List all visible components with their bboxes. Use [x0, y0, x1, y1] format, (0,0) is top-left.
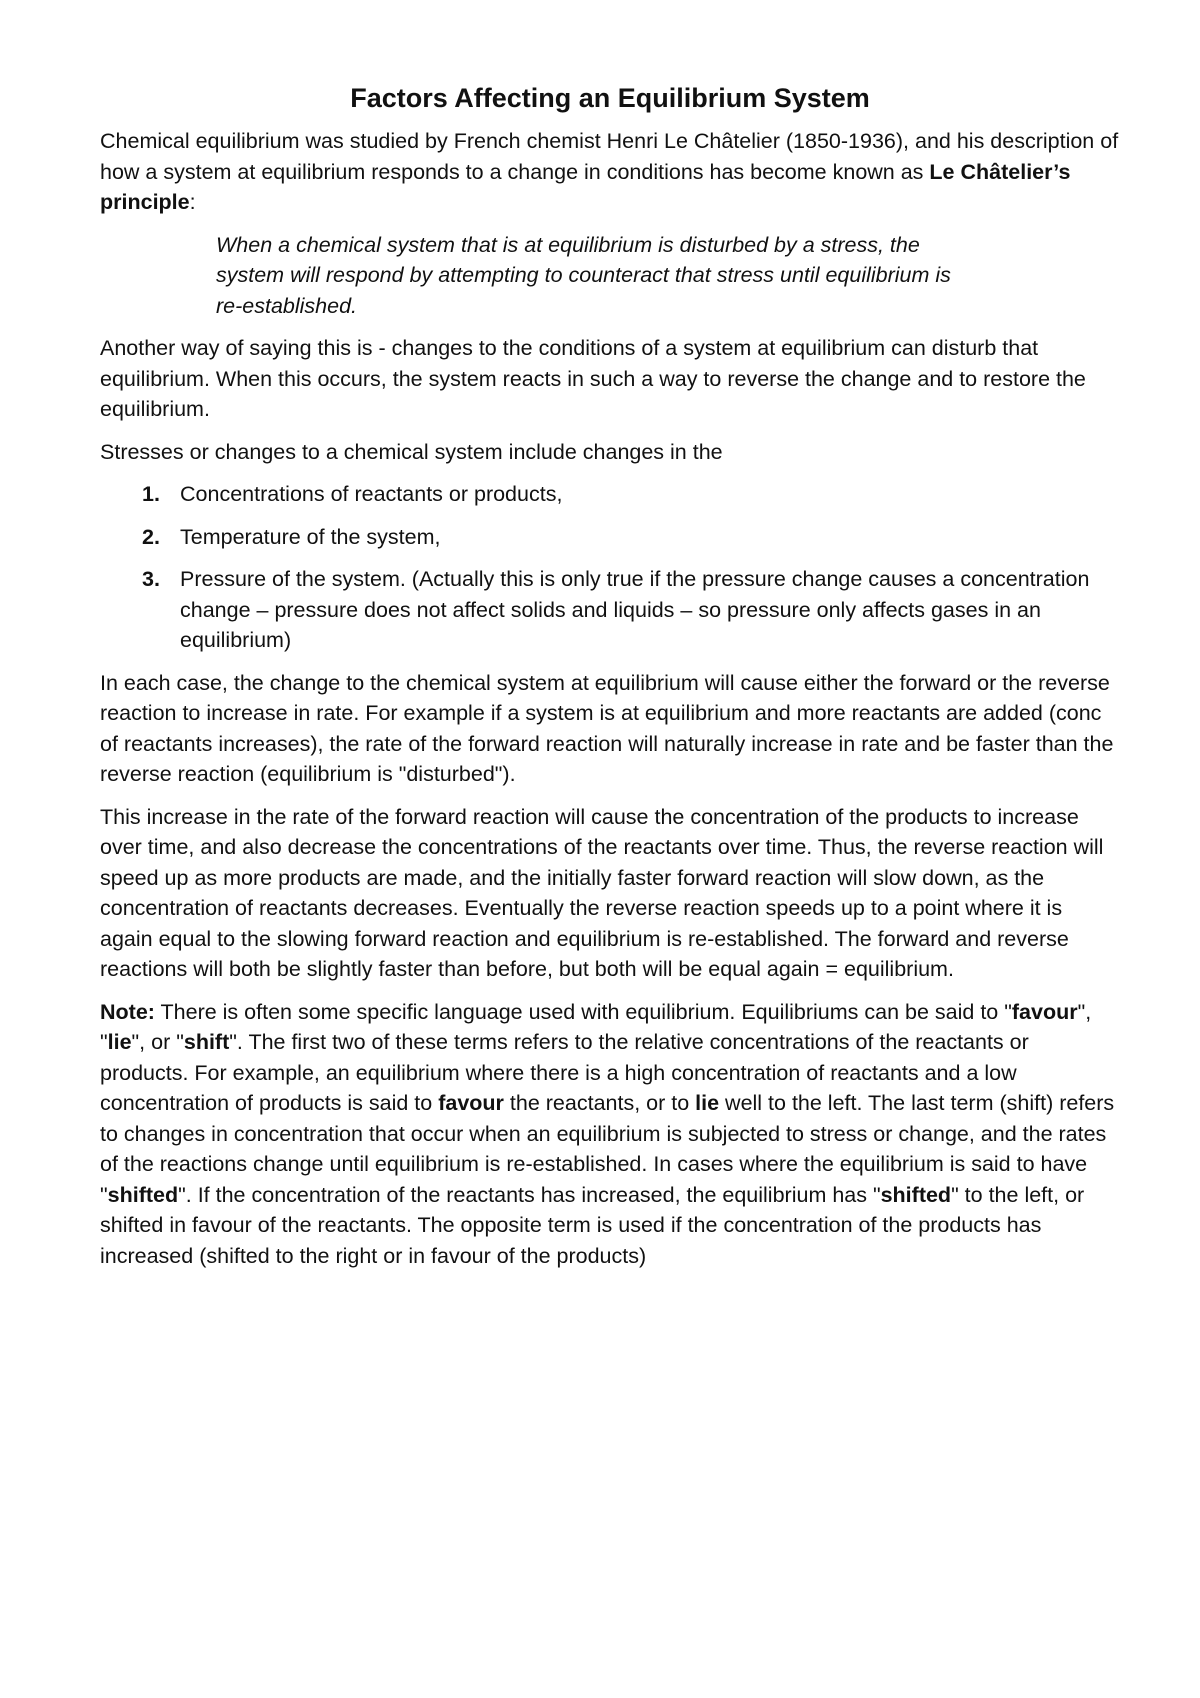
list-item-number: 2. — [142, 524, 160, 549]
intro-tail: : — [189, 190, 196, 214]
list-item-text: Temperature of the system, — [180, 524, 441, 549]
note-text: ". The first two of these terms refers to the relative concentrations of the reactants or products. For example, an equilibrium where there is a high concentration of reactants and a low concentration of products is said to — [100, 1030, 1029, 1115]
page-title: Factors Affecting an Equilibrium System — [350, 83, 870, 113]
term-shifted: shifted — [880, 1182, 952, 1207]
intro-paragraph — [100, 126, 1120, 218]
list-item — [100, 522, 1120, 553]
list-item-number: 3. — [142, 567, 160, 591]
term-lie: lie — [107, 1030, 132, 1054]
list-item-number: 1. — [142, 482, 160, 506]
list-item — [100, 564, 1120, 656]
note-text: well to the left. The last term (shift) refers to changes in concentration that occur when an equilibrium is subjected to stress or change, and the rates of the reactions change until equilibrium is re-established. In cases where the equilibrium is said to have " — [100, 1091, 1115, 1207]
note-text: ", " — [100, 999, 1092, 1054]
list-item-text: Pressure of the system. (Actually this is only true if the pressure change causes a concentration change – pressure does not affect solids and liquids – so pressure only affects gases in an equilibrium) — [180, 567, 1090, 652]
note-text: the reactants, or to — [503, 1091, 696, 1115]
term-shifted: shifted — [107, 1182, 179, 1207]
principle-quote: When a chemical system that is at equilibrium is disturbed by a stress, the system will respond by attempting to counteract that stress until equilibrium is re-established. — [216, 232, 951, 318]
le-chatelier-principle-term: Le Châtelier’s principle — [100, 159, 1071, 214]
term-favour: favour — [1011, 999, 1078, 1024]
note-text: ", or " — [131, 1030, 184, 1054]
note-text: " to the left, or shifted in favour of the reactants. The opposite term is used if the concentration of the products has increased (shifted to the right or in favour of the products) — [100, 1182, 1085, 1268]
document-page — [100, 80, 1120, 1283]
stresses-list — [100, 479, 1120, 656]
note-label: Note: — [100, 999, 155, 1024]
note-paragraph — [100, 997, 1120, 1272]
increase-paragraph: This increase in the rate of the forward reaction will cause the concentration of the products to increase over time, and also decrease the concentrations of the reactants over time. Thus, the reverse reaction will speed up as more products are made, and the initially faster forward reaction will slow down, as the concentration of reactants decreases. Eventually the reverse reaction speeds up to a point where it is again equal to the slowing forward reaction and equilibrium is re-established. The forward and reverse reactions will both be slightly faster than before, but both will be equal again = equilibrium. — [100, 804, 1104, 981]
list-item-text: Concentrations of reactants or products, — [180, 482, 563, 506]
term-shift: shift — [183, 1030, 230, 1054]
term-lie: lie — [695, 1091, 720, 1115]
intro-text: Chemical equilibrium was studied by French chemist Henri Le Châtelier (1850-1936), and his description of how a system at equilibrium responds to a change in conditions has become known as — [100, 129, 1119, 184]
list-item — [100, 479, 1120, 510]
term-favour: favour — [438, 1091, 504, 1115]
stresses-intro: Stresses or changes to a chemical system include changes in the — [100, 439, 723, 464]
note-text: There is often some specific language used with equilibrium. Equilibriums can be said to " — [154, 999, 1012, 1024]
each-case-paragraph: In each case, the change to the chemical system at equilibrium will cause either the forward or the reverse reaction to increase in rate. For example if a system is at equilibrium and more reactants are added (conc of reactants increases), the rate of the forward reaction will naturally increase in rate and be faster than the reverse reaction (equilibrium is "disturbed"). — [100, 670, 1114, 786]
note-text: ". If the concentration of the reactants has increased, the equilibrium has " — [178, 1182, 881, 1207]
restate-paragraph: Another way of saying this is - changes to the conditions of a system at equilibrium can disturb that equilibrium. When this occurs, the system reacts in such a way to reverse the change and to restore the equilibrium. — [100, 336, 1086, 421]
